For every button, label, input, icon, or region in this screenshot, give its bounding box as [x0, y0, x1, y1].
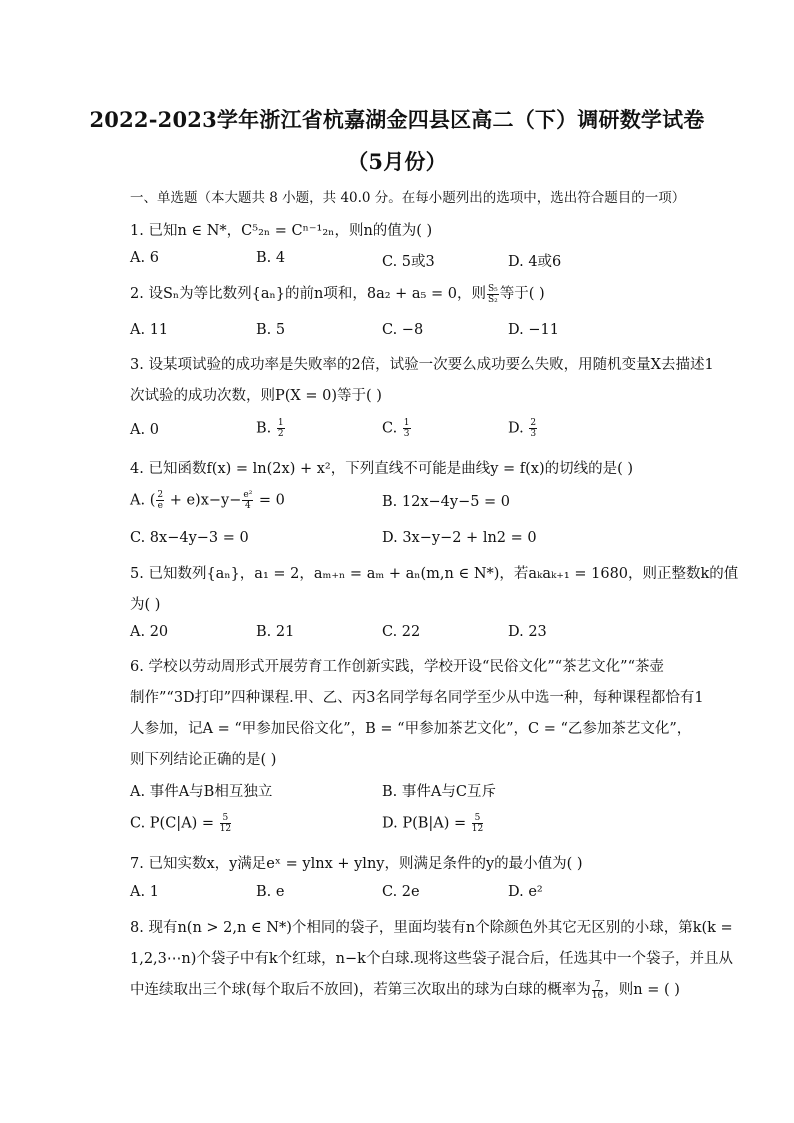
- q5-option-a: A. 20: [130, 624, 169, 640]
- q6-d-num: 5: [472, 813, 483, 824]
- q3-c-den: 3: [403, 429, 410, 439]
- q4-a-frac1-den: e: [157, 501, 163, 511]
- q4-a-frac2-num: e²: [243, 490, 253, 500]
- q6-option-c: [130, 813, 232, 834]
- q4-option-b: B. 12x−4y−5 = 0: [382, 494, 511, 510]
- question-8-stem-line1: 8. 现有n(n > 2,n ∈ N*)个相同的袋子，里面均装有n个除颜色外其它无区别的小球，第k(k =: [130, 920, 733, 936]
- q6-d-den: 12: [471, 824, 484, 834]
- q1-option-b: B. 4: [256, 250, 286, 266]
- q8-frac-den: 16: [591, 990, 604, 1001]
- q3-option-a: A. 0: [130, 422, 159, 438]
- q2-stem-after: 等于( ): [499, 286, 545, 302]
- question-3-stem-line1: 3. 设某项试验的成功率是失败率的2倍，试验一次要么成功要么失败，用随机变量X去描述1: [130, 357, 714, 373]
- q8-line3-post: ，则n = ( ): [604, 982, 680, 998]
- q7-option-a: A. 1: [130, 884, 159, 900]
- q8-line3-pre: 中连续取出三个球(每个取后不放回)，若第三次取出的球为白球的概率为: [130, 982, 591, 998]
- q6-c-pre: C. P(C|A) =: [130, 815, 215, 832]
- q1-option-c: C. 5或3: [382, 254, 435, 270]
- q3-option-d: [508, 418, 538, 439]
- q7-option-b: B. e: [256, 884, 285, 900]
- q3-option-b: [256, 418, 286, 439]
- q1-option-a: A. 6: [130, 250, 159, 266]
- q3-d-den: 3: [530, 429, 537, 439]
- q3-option-c: [382, 418, 412, 439]
- question-7-stem: 7. 已知实数x，y满足eˣ = ylnx + ylny，则满足条件的y的最小值为( ): [130, 856, 583, 872]
- q2-option-c: C. −8: [382, 322, 424, 338]
- q2-stem-before: 2. 设Sₙ为等比数列{aₙ}的前n项和，8a₂ + a₅ = 0，则: [130, 286, 486, 302]
- question-6-stem-line2: 制作”“3D打印”四种课程.甲、乙、丙3名同学每名同学至少从中选一种，每种课程都恰有1: [130, 690, 704, 706]
- q2-option-b: B. 5: [256, 322, 286, 338]
- q3-option-c-label: C.: [382, 420, 398, 437]
- q7-option-c: C. 2e: [382, 884, 420, 900]
- q2-option-a: A. 11: [130, 322, 169, 338]
- exam-title: 2022-2023学年浙江省杭嘉湖金四县区高二（下）调研数学试卷: [89, 107, 705, 132]
- q2-frac-num: S₅: [487, 283, 498, 294]
- question-6-stem-line1: 6. 学校以劳动周形式开展劳育工作创新实践，学校开设“民俗文化”“茶艺文化”“茶壶: [130, 659, 665, 675]
- q2-option-d: D. −11: [508, 322, 559, 338]
- q3-b-den: 2: [277, 429, 284, 439]
- question-6-stem-line3: 人参加，记A = “甲参加民俗文化”，B = “甲参加茶艺文化”，C = “乙参加茶艺文化”，: [130, 721, 692, 737]
- question-6-stem-line4: 则下列结论正确的是( ): [130, 752, 277, 768]
- q7-option-d: D. e²: [508, 884, 543, 900]
- q4-a-mid: + e)x−y−: [165, 492, 242, 509]
- question-2-stem: [130, 282, 545, 305]
- q4-a-pre: A. (: [130, 492, 156, 509]
- q8-frac-num: 7: [592, 980, 603, 991]
- question-8-stem-line2: 1,2,3⋯n)个袋子中有k个红球，n−k个白球.现将这些袋子混合后，任选其中一个袋子，并且从: [130, 951, 734, 967]
- q3-b-num: 1: [277, 418, 284, 428]
- q1-option-d: D. 4或6: [508, 254, 562, 270]
- q6-option-a: A. 事件A与B相互独立: [130, 784, 273, 800]
- q3-d-num: 2: [530, 418, 537, 428]
- q4-a-frac2-den: 4: [244, 501, 251, 511]
- q6-c-den: 12: [219, 824, 232, 834]
- question-5-stem-line1: 5. 已知数列{aₙ}，a₁ = 2，aₘ₊ₙ = aₘ + aₙ(m,n ∈ N*)，若aₖaₖ₊₁ = 1680，则正整数k的值: [130, 566, 739, 582]
- question-1-stem: 1. 已知n ∈ N*，C⁵₂ₙ = Cⁿ⁻¹₂ₙ，则n的值为( ): [130, 223, 433, 239]
- q5-option-c: C. 22: [382, 624, 421, 640]
- question-4-stem: 4. 已知函数f(x) = ln(2x) + x²，下列直线不可能是曲线y = f(x)的切线的是( ): [130, 461, 634, 477]
- q6-option-d: [382, 813, 484, 834]
- q4-option-c: C. 8x−4y−3 = 0: [130, 530, 249, 546]
- q4-option-d: D. 3x−y−2 + ln2 = 0: [382, 530, 537, 546]
- q2-fraction: [487, 284, 499, 305]
- q3-option-d-label: D.: [508, 420, 524, 437]
- question-3-stem-line2: 次试验的成功次数，则P(X = 0)等于( ): [130, 388, 382, 404]
- q2-frac-den: S₂: [487, 294, 498, 305]
- q3-option-b-label: B.: [256, 420, 272, 437]
- q5-option-d: D. 23: [508, 624, 547, 640]
- q3-c-num: 1: [403, 418, 410, 428]
- q4-a-post: = 0: [254, 492, 285, 509]
- q5-option-b: B. 21: [256, 624, 295, 640]
- q6-d-pre: D. P(B|A) =: [382, 815, 467, 832]
- q6-option-b: B. 事件A与C互斥: [382, 784, 496, 800]
- section-heading: 一、单选题（本大题共 8 小题，共 40.0 分。在每小题列出的选项中，选出符合题目的一项）: [130, 190, 686, 206]
- q6-c-num: 5: [220, 813, 231, 824]
- question-5-stem-line2: 为( ): [130, 597, 161, 613]
- question-8-stem-line3: [130, 978, 680, 1001]
- q4-option-a: [130, 490, 285, 511]
- q4-a-frac1-num: 2: [157, 490, 164, 500]
- exam-subtitle: （5月份）: [347, 149, 447, 174]
